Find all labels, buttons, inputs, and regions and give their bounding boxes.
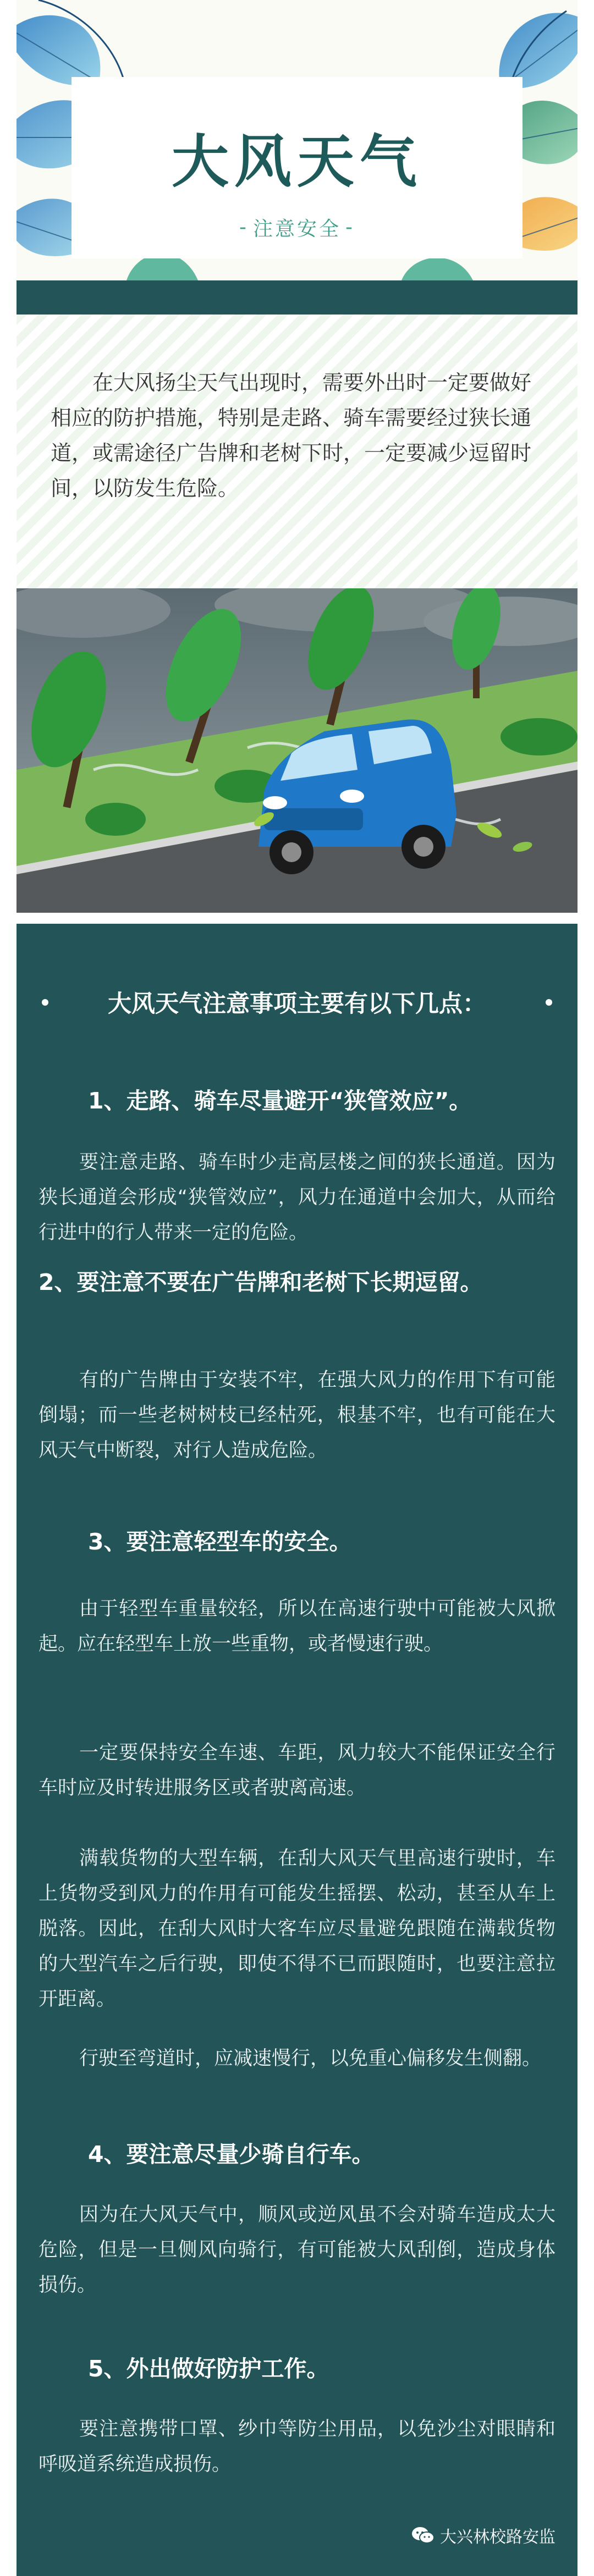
tips-panel xyxy=(16,924,578,2576)
tip-title-1: 1、走路、骑车尽量避开“狭管效应”。 xyxy=(88,1088,472,1114)
bullet-dot-right xyxy=(546,999,552,1006)
tip-paragraph: 要注意走路、骑车时少走高层楼之间的狭长通道。因为狭长通道会形成“狭管效应”，风力在通道中会加大，从而给行进中的行人带来一定的危险。 xyxy=(38,1151,556,1244)
tip-paragraph: 行驶至弯道时，应减速慢行，以免重心偏移发生侧翻。 xyxy=(79,2048,542,2070)
bullet-dot-left xyxy=(42,999,48,1006)
tip-section-5 xyxy=(38,2351,556,2386)
subtitle-dash-right: - xyxy=(345,216,355,239)
tip-body-3c xyxy=(38,1841,556,2017)
tip-section-3 xyxy=(38,1524,556,1559)
account-name: 大兴林校路安监 xyxy=(440,2528,556,2547)
tips-heading xyxy=(38,985,556,1019)
tip-title-4: 4、要注意尽量少骑自行车。 xyxy=(88,2141,375,2167)
tip-title-3: 3、要注意轻型车的安全。 xyxy=(88,1529,352,1555)
tips-heading-text: 大风天气注意事项主要有以下几点： xyxy=(108,990,486,1018)
tip-body-5 xyxy=(38,2412,556,2482)
tip-body-2 xyxy=(38,1363,556,1468)
subtitle xyxy=(72,213,522,241)
subtitle-dash-left: - xyxy=(239,216,249,239)
subtitle-text: 注意安全 xyxy=(252,218,341,240)
tip-title-5: 5、外出做好防护工作。 xyxy=(88,2356,329,2382)
windy-road-car-illustration xyxy=(16,588,578,913)
wechat-icon xyxy=(411,2527,435,2544)
tip-body-1 xyxy=(38,1145,556,1250)
tip-section-1 xyxy=(38,1083,556,1118)
page-title: 大风天气 xyxy=(171,128,422,195)
header-divider-bar xyxy=(16,280,578,315)
tip-paragraph: 要注意携带口罩、纱巾等防尘用品，以免沙尘对眼睛和呼吸道系统造成损伤。 xyxy=(38,2418,556,2475)
tip-section-2 xyxy=(38,1265,556,1300)
tip-body-3a xyxy=(38,1591,556,1662)
tip-paragraph: 满载货物的大型车辆，在刮大风天气里高速行驶时，车上货物受到风力的作用有可能发生摇摆、松动，甚至从车上脱落。因此，在刮大风时大客车应尽量避免跟随在满载货物的大型汽车之后行驶，即使不得不已而跟随时，也要注意拉开距离。 xyxy=(38,1847,556,2010)
tip-paragraph: 有的广告牌由于安装不牢，在强大风力的作用下有可能倒塌；而一些老树树枝已经枯死，根基不牢，也有可能在大风天气中断裂，对行人造成危险。 xyxy=(38,1369,556,1461)
account-watermark xyxy=(411,2523,556,2547)
header-banner xyxy=(16,0,578,280)
intro-text: 在大风扬尘天气出现时，需要外出时一定要做好相应的防护措施，特别是走路、骑车需要经过狭长通道，或需途径广告牌和老树下时，一定要减少逗留时间，以防发生危险。 xyxy=(51,371,532,500)
tip-title-2: 2、要注意不要在广告牌和老树下长期逗留。 xyxy=(38,1269,483,1295)
tip-body-4 xyxy=(38,2197,556,2303)
tip-paragraph: 因为在大风天气中，顺风或逆风虽不会对骑车造成太大危险，但是一旦侧风向骑行，有可能被大风刮倒，造成身体损伤。 xyxy=(38,2204,556,2296)
intro-block xyxy=(16,315,578,588)
tip-body-3d xyxy=(38,2041,556,2076)
tip-body-3b xyxy=(38,1735,556,1806)
tip-paragraph: 由于轻型车重量较轻，所以在高速行驶中可能被大风掀起。应在轻型车上放一些重物，或者慢速行驶。 xyxy=(38,1598,556,1655)
title-box xyxy=(72,77,522,258)
tip-paragraph: 一定要保持安全车速、车距，风力较大不能保证安全行车时应及时转进服务区或者驶离高速。 xyxy=(38,1742,556,1799)
tip-section-4 xyxy=(38,2137,556,2172)
